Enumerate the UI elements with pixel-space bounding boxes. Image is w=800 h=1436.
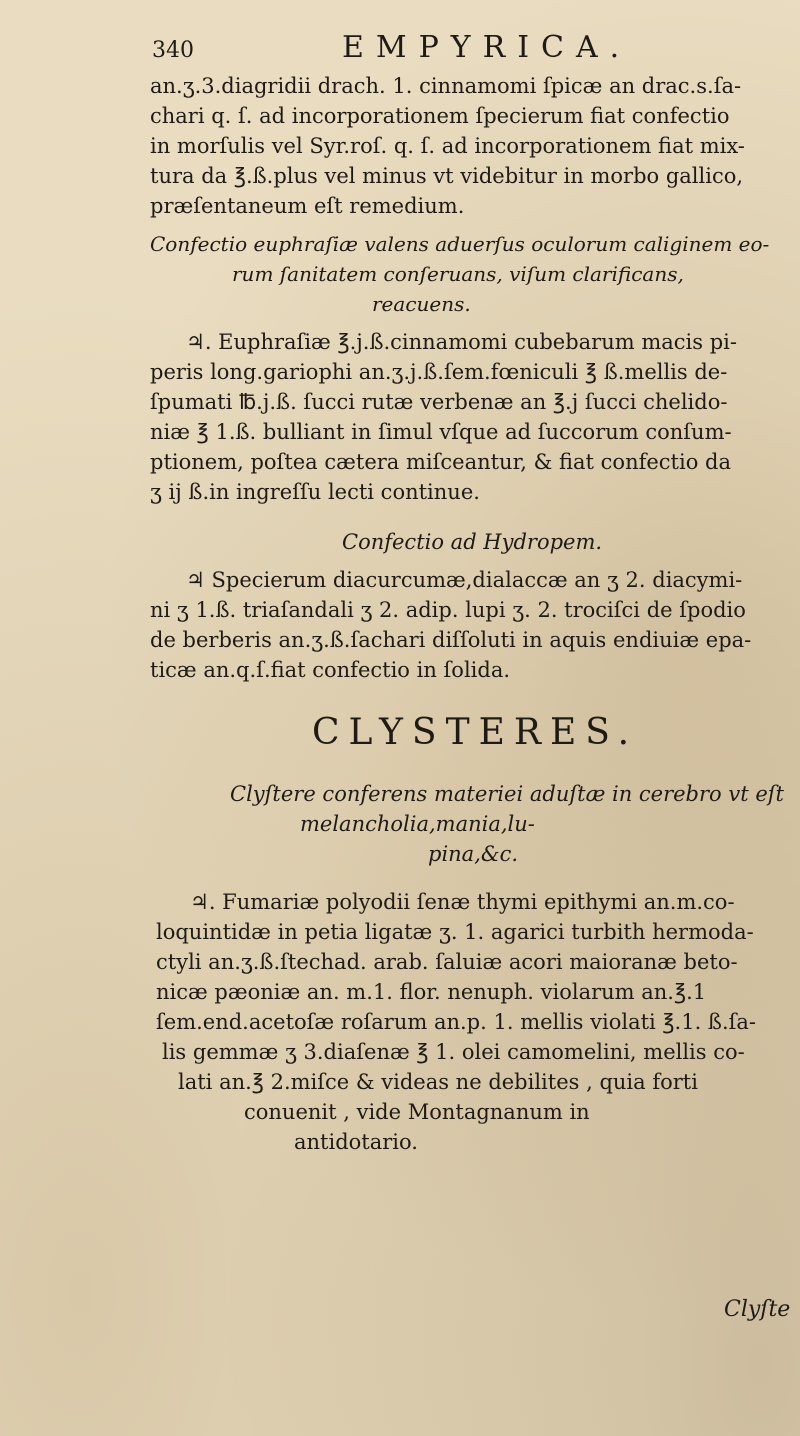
text-line: niæ ℥ 1.ß. bulliant in ſimul vſque ad ſuccorum conſum-: [150, 420, 732, 444]
text-line: lis gemmæ ʒ 3.diaſenæ ℥ 1. olei camomelini, mellis co-: [162, 1040, 745, 1064]
section-title: CLYSTERES.: [312, 712, 639, 753]
text-line: ♃. Euphraſiæ ℥.j.ß.cinnamomi cubebarum macis pi-: [186, 330, 737, 354]
text-line: ♃ Specierum diacurcumæ,dialaccæ an ʒ 2. diacymi-: [186, 568, 743, 592]
text-line: tura da ℥.ß.plus vel minus vt videbitur in morbo gallico,: [150, 164, 744, 188]
text-line: an.ʒ.3.diagridii drach. 1. cinnamomi ſpicæ an drac.s.ſa-: [150, 74, 742, 98]
text-line: ni ʒ 1.ß. triaſandali ʒ 2. adip. lupi ʒ. 2. trociſci de ſpodio: [150, 598, 746, 622]
text-line: chari q. ſ. ad incorporationem ſpecierum fiat confectio: [150, 104, 730, 128]
text-line: ticæ an.q.ſ.fiat confectio in ſolida.: [150, 658, 511, 682]
heading-euphrasia: Confectio euphraſiæ valens aduerſus oculorum caliginem eo-: [150, 232, 770, 256]
text-line: nicæ pæoniæ an. m.1. flor. nenuph. violarum an.℥.1: [156, 980, 707, 1004]
running-head: EMPYRICA.: [342, 30, 632, 65]
heading-clyster: melancholia,mania,lu-: [300, 812, 535, 836]
text-line: conuenit , vide Montagnanum in: [244, 1100, 590, 1124]
heading-euphrasia: reacuens.: [372, 292, 471, 316]
text-line: ſpumati ℔.j.ß. ſucci rutæ verbenæ an ℥.j ſucci chelido-: [150, 390, 728, 414]
text-line: in morſulis vel Syr.roſ. q. ſ. ad incorporationem fiat mix-: [150, 134, 745, 158]
text-line: ctyli an.ʒ.ß.ſtechad. arab. ſaluiæ acori maioranæ beto-: [156, 950, 738, 974]
heading-clyster: pina,&c.: [428, 842, 519, 866]
text-line: ʒ ij ß.in ingreſſu lecti continue.: [150, 480, 480, 504]
heading-euphrasia: rum ſanitatem conſeruans, viſum clarificans,: [232, 262, 684, 286]
catchword: Clyſte: [724, 1297, 791, 1322]
text-line: lati an.℥ 2.miſce & videas ne debilites , quia forti: [178, 1070, 698, 1094]
text-line: loquintidæ in petia ligatæ ʒ. 1. agarici turbith hermoda-: [156, 920, 754, 944]
text-line: præſentaneum eſt remedium.: [150, 194, 465, 218]
heading-clyster: Clyſtere conferens materiei aduſtæ in cerebro vt eſt: [230, 782, 784, 806]
text-line: peris long.gariophi an.ʒ.j.ß.ſem.fœniculi ℥ ß.mellis de-: [150, 360, 728, 384]
heading-hydrops: Confectio ad Hydropem.: [342, 530, 603, 554]
text-line: ſem.end.acetoſæ roſarum an.p. 1. mellis violati ℥.1. ß.ſa-: [156, 1010, 757, 1034]
page-header: [150, 28, 770, 68]
page-number: 340: [152, 38, 194, 63]
text-line: de berberis an.ʒ.ß.ſachari diſſoluti in aquis endiuiæ epa-: [150, 628, 752, 652]
text-line: antidotario.: [294, 1130, 418, 1154]
text-line: ptionem, poſtea cætera miſceantur, & fiat confectio da: [150, 450, 731, 474]
text-line: ♃. Fumariæ polyodii ſenæ thymi epithymi an.m.co-: [190, 890, 735, 914]
